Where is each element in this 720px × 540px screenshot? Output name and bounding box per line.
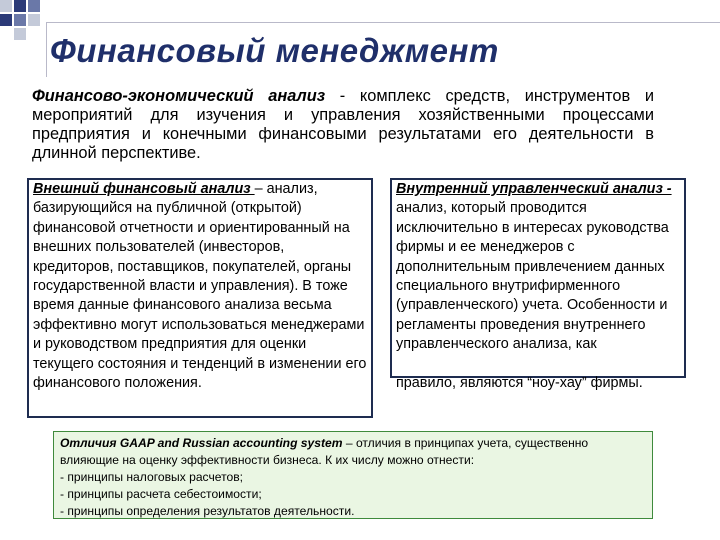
gaap-text: – отличия в принципах учета, существенно влияющие на оценку эффективности бизнеса. К их числу можно отнести: xyxy=(60,436,589,467)
internal-analysis-box xyxy=(390,178,686,378)
decor-square-7 xyxy=(14,28,26,40)
decor-square-2 xyxy=(14,0,26,12)
decor-square-3 xyxy=(28,0,40,12)
slide-title: Финансовый менеджмент xyxy=(50,32,499,69)
internal-analysis-tail: правило, являются “ноу-хау” фирмы. xyxy=(396,375,643,391)
gaap-item: - принципы определения результатов деятельности. xyxy=(60,504,355,518)
title-rule-horizontal xyxy=(46,22,720,23)
decor-square-5 xyxy=(28,14,40,26)
intro-text: - комплекс средств, инструментов и мероприятий для изучения и управления хозяйственными процессами предприятия и конечными финансовыми результатами его деятельности в длинной перспективе. xyxy=(32,87,654,162)
gaap-item: - принципы налоговых расчетов; xyxy=(60,470,244,484)
internal-analysis-term: Внутренний управленческий анализ - xyxy=(396,181,672,197)
title-rule-vertical xyxy=(46,22,47,77)
external-analysis-text: – анализ, базирующийся на публичной (открытой) финансовой отчетности и ориентированный на внешних пользователей (инвесторов, кредиторов, поставщиков, покупателей, органы государственной власти и управления). В тоже время данные финансового анализа весьма эффективно могут использоваться менеджерами и руководством предприятия для оценки текущего состояния и тенденций в изменении его финансового положения. xyxy=(33,181,367,392)
internal-analysis-text: анализ, который проводится исключительно в интересах руководства фирмы и ее менеджеров с дополнительным привлечением данных специального внутрифирменного (управленческого) учета. Особенности и регламенты проведения внутреннего управленческого анализа, как xyxy=(396,200,669,353)
decor-square-4 xyxy=(14,14,26,26)
intro-paragraph xyxy=(32,87,654,163)
gaap-term: Отличия GAAP and Russian accounting system xyxy=(60,436,343,450)
gaap-item: - принципы расчета себестоимости; xyxy=(60,487,262,501)
decor-square-1 xyxy=(0,0,12,12)
external-analysis-box xyxy=(27,178,373,418)
intro-term: Финансово-экономический анализ xyxy=(32,87,326,105)
gaap-box xyxy=(53,431,653,519)
external-analysis-term: Внешний финансовый анализ xyxy=(33,181,255,197)
decor-square-6 xyxy=(0,14,12,26)
